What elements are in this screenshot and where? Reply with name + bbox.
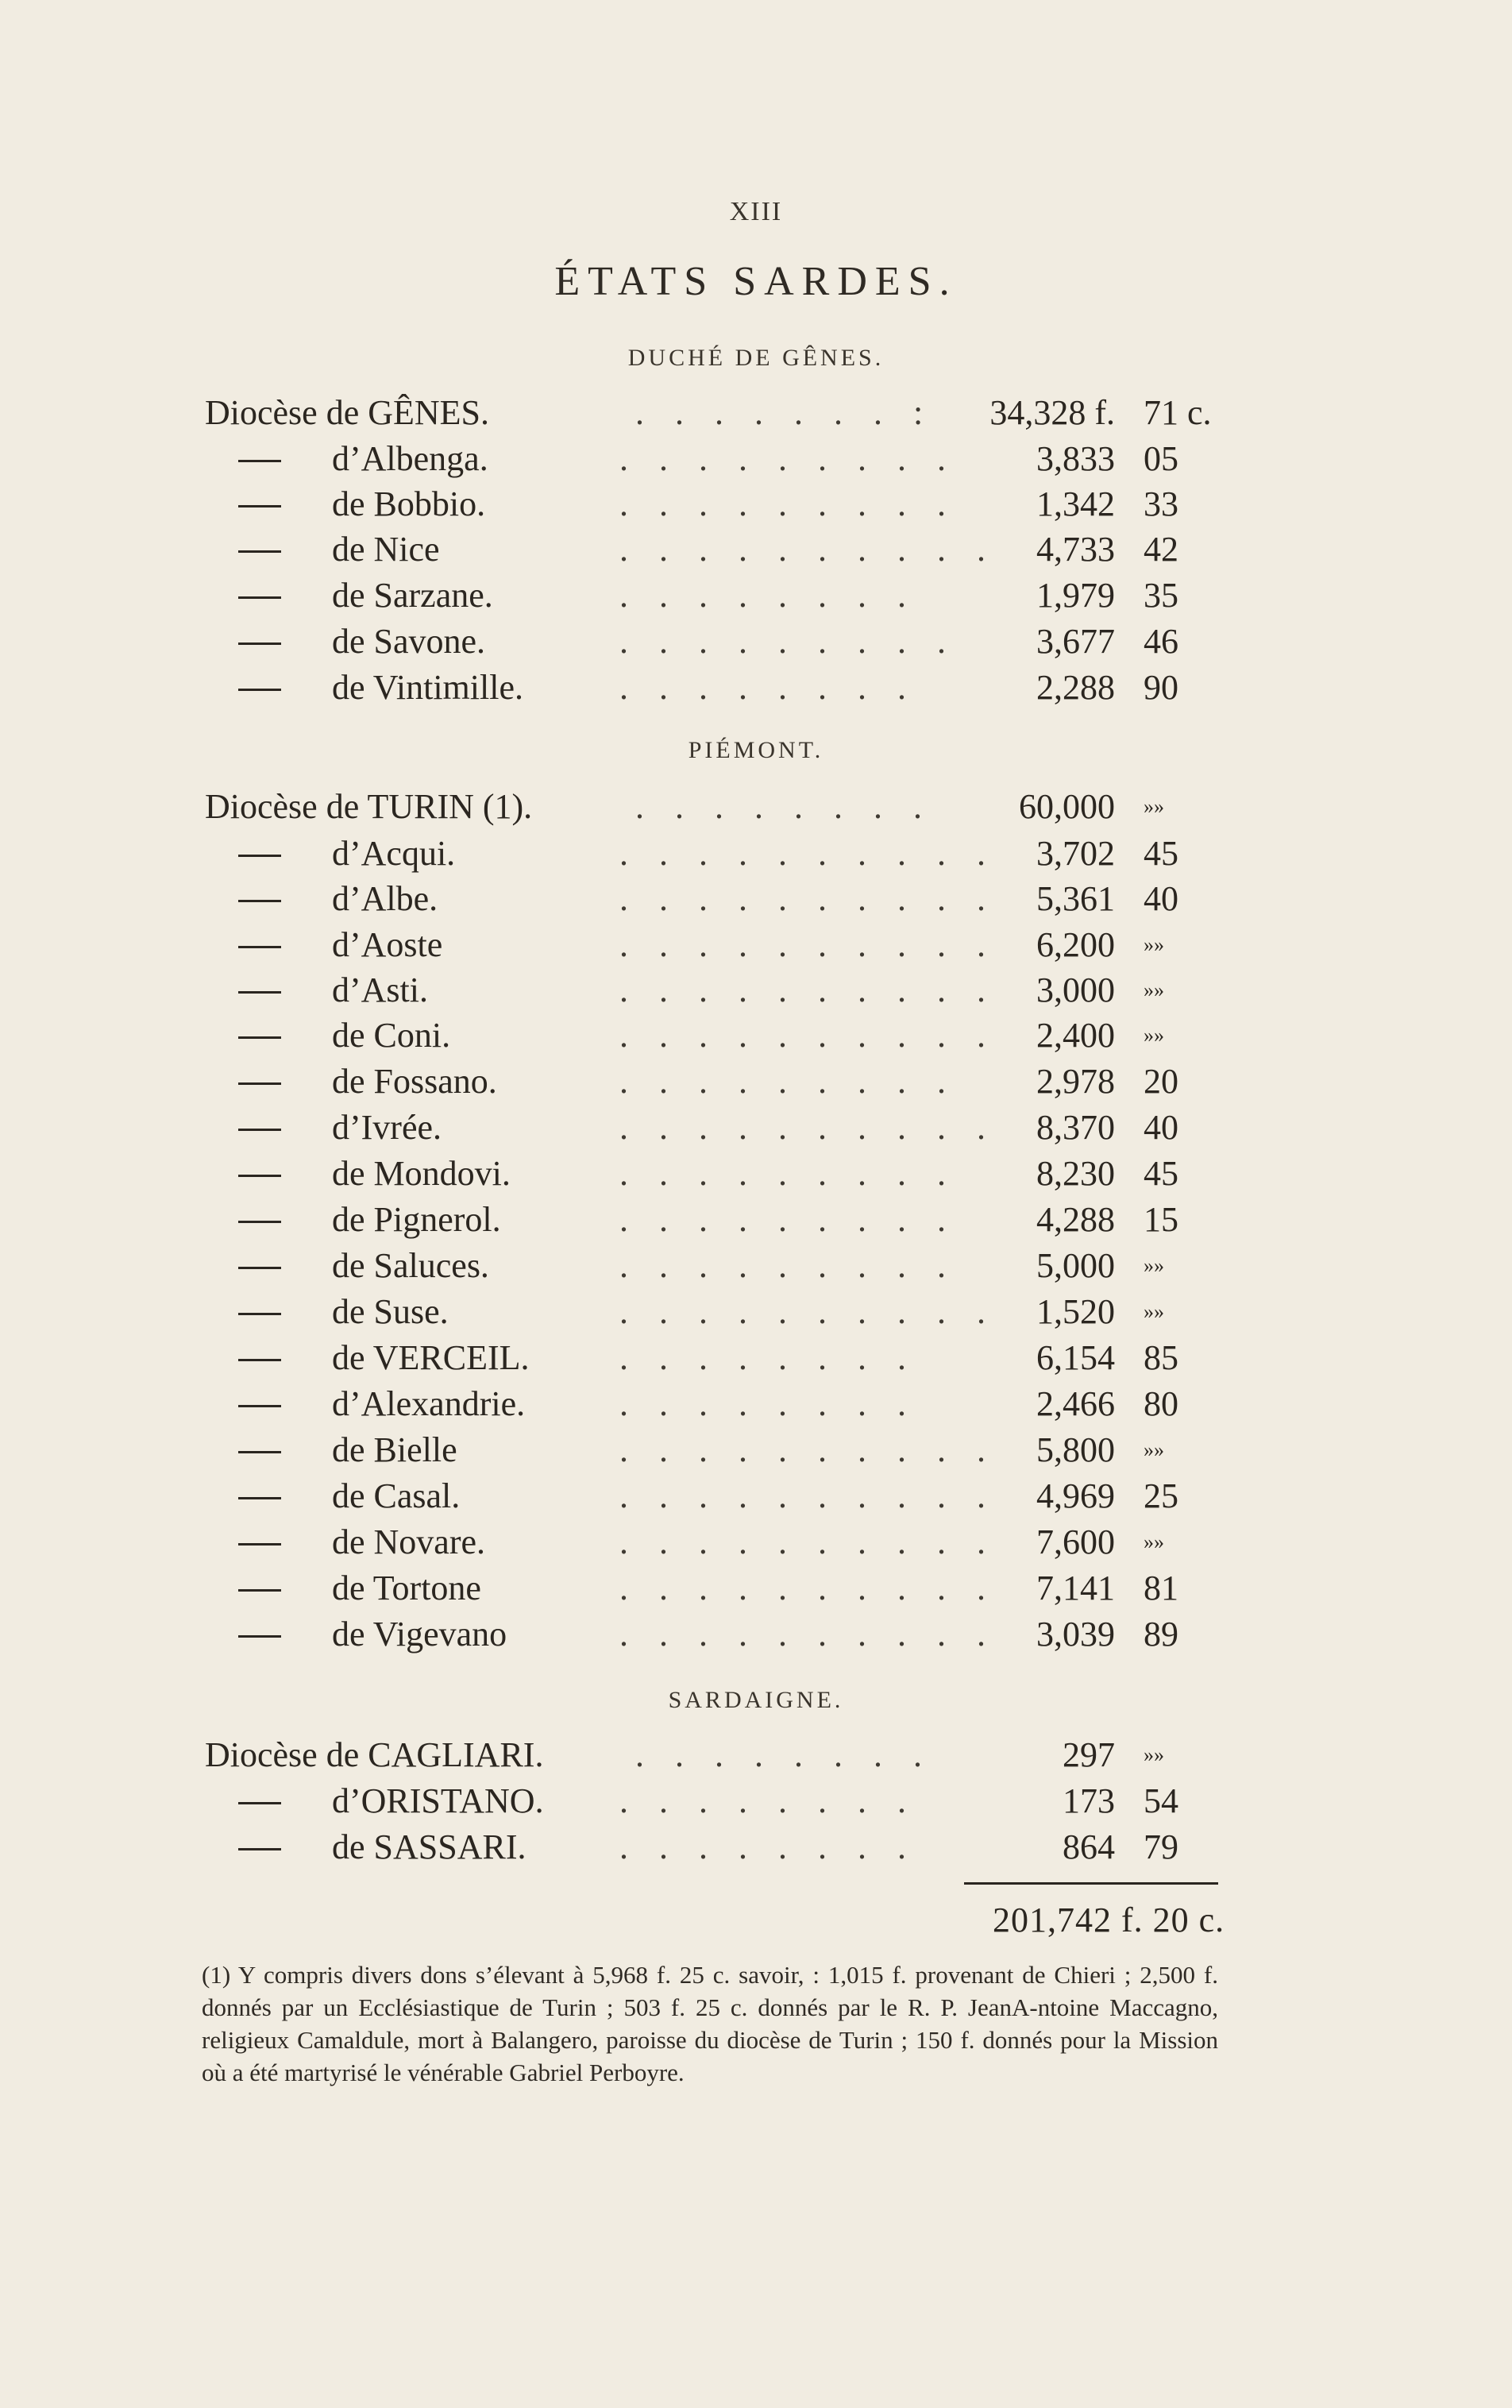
table-row: [0, 437, 1512, 481]
footnote-text: (1) Y compris divers dons s’élevant à 5,968 f. 25 c. savoir, : 1,015 f. provenant de Chieri ; 2,500 f. donnés par un Ecclésiastique de Turin ; 503 f. 25 c. donnés par le R. P. JeanA-ntoine Maccagno, religieux Camaldule, mort à Balangero, paroisse du diocèse de Turin ; 150 f. donnés pour la Mission où a été martyrisé le vénérable Gabriel Perboyre.: [202, 1961, 1218, 2086]
leader-dots: . . . . . . . . . .: [619, 530, 997, 569]
diocese-label: d’Asti.: [332, 971, 428, 1009]
diocese-label: Diocèse de TURIN (1).: [205, 787, 533, 826]
table-row: [0, 1733, 1512, 1777]
amount-francs: 297: [1063, 1735, 1115, 1774]
amount-francs: 2,466: [1036, 1384, 1115, 1423]
leader-dots: . . . . . . . . .: [619, 484, 957, 523]
leader-dots: . . . . . . . . . .: [619, 879, 997, 918]
amount-francs: 2,978: [1036, 1062, 1115, 1101]
section-heading: SARDAIGNE.: [668, 1687, 844, 1713]
amount-centimes: 35: [1144, 576, 1178, 615]
amount-francs: 5,800: [1036, 1430, 1115, 1469]
diocese-label: d’Acqui.: [332, 834, 456, 873]
amount-francs: 7,141: [1036, 1569, 1115, 1607]
amount-centimes: 85: [1144, 1338, 1178, 1377]
diocese-label: d’Aoste: [332, 925, 443, 964]
ditto-dash: [238, 550, 281, 553]
diocese-label: de Fossano.: [332, 1062, 497, 1101]
ditto-dash: [238, 1497, 281, 1499]
amount-centimes: 45: [1144, 834, 1178, 873]
ditto-dash: [238, 1589, 281, 1592]
amount-centimes: 40: [1144, 1108, 1178, 1147]
leader-dots: . . . . . . . .: [619, 1781, 917, 1820]
leader-dots: . . . . . . . .: [619, 576, 917, 615]
table-row: [0, 527, 1512, 572]
diocese-label: de Saluces.: [332, 1246, 489, 1285]
leader-dots: . . . . . . . . .: [619, 622, 957, 661]
diocese-label: d’Albenga.: [332, 439, 488, 478]
amount-francs: 864: [1063, 1827, 1115, 1866]
amount-francs: 3,833: [1036, 439, 1115, 478]
amount-centimes: 45: [1144, 1154, 1178, 1193]
amount-francs: 5,000: [1036, 1246, 1115, 1285]
table-row: [0, 1244, 1512, 1288]
ditto-dash: [238, 1082, 281, 1085]
diocese-label: de Coni.: [332, 1016, 451, 1055]
amount-francs: 60,000: [1019, 787, 1115, 826]
amount-centimes: »»: [1144, 1743, 1164, 1766]
amount-centimes: 05: [1144, 439, 1178, 478]
table-row: [0, 573, 1512, 618]
leader-dots: . . . . . . . . . .: [619, 1292, 997, 1331]
ditto-dash: [238, 900, 281, 902]
ditto-dash: [238, 1848, 281, 1850]
amount-centimes: 42: [1144, 530, 1178, 569]
table-row: [0, 968, 1512, 1013]
amount-francs: 6,200: [1036, 925, 1115, 964]
diocese-label: de Tortone: [332, 1569, 481, 1607]
diocese-label: de SASSARI.: [332, 1827, 526, 1866]
amount-francs: 4,733: [1036, 530, 1115, 569]
diocese-label: de Bielle: [332, 1430, 457, 1469]
ditto-dash: [238, 1267, 281, 1269]
diocese-label: de Savone.: [332, 622, 486, 661]
amount-centimes: »»: [1144, 933, 1164, 956]
amount-centimes: 90: [1144, 668, 1178, 707]
leader-dots: . . . . . . . . . .: [619, 1569, 997, 1607]
diocese-label: d’Alexandrie.: [332, 1384, 526, 1423]
amount-centimes: »»: [1144, 1024, 1164, 1047]
ditto-dash: [238, 1359, 281, 1361]
amount-centimes: 46: [1144, 622, 1178, 661]
leader-dots: . . . . . . . . . .: [619, 971, 997, 1009]
table-row: [0, 1106, 1512, 1150]
amount-francs: 1,520: [1036, 1292, 1115, 1331]
amount-centimes: 15: [1144, 1200, 1178, 1239]
leader-dots: . . . . . . . .: [635, 1735, 933, 1774]
leader-dots: . . . . . . . .: [619, 1338, 917, 1377]
amount-francs: 3,000: [1036, 971, 1115, 1009]
leader-dots: . . . . . . . .: [619, 1827, 917, 1866]
table-row: [0, 1290, 1512, 1334]
table-row: [0, 1059, 1512, 1104]
table-row: [0, 1566, 1512, 1611]
amount-francs: 2,288: [1036, 668, 1115, 707]
diocese-label: Diocèse de GÊNES.: [205, 393, 490, 432]
amount-francs: 1,342: [1036, 484, 1115, 523]
ditto-dash: [238, 991, 281, 994]
ditto-dash: [238, 946, 281, 948]
leader-dots: . . . . . . . :: [635, 393, 935, 432]
section-heading: PIÉMONT.: [688, 737, 824, 763]
page-title: ÉTATS SARDES.: [554, 259, 958, 304]
ditto-dash: [238, 460, 281, 462]
leader-dots: . . . . . . . . . .: [619, 1016, 997, 1055]
amount-centimes: 54: [1144, 1781, 1178, 1820]
table-row: [0, 1612, 1512, 1657]
leader-dots: . . . . . . . .: [619, 668, 917, 707]
table-row: [0, 1152, 1512, 1196]
diocese-label: d’Ivrée.: [332, 1108, 442, 1147]
table-row: [0, 1428, 1512, 1472]
ditto-dash: [238, 1313, 281, 1315]
table-row: [0, 482, 1512, 527]
table-row: [0, 1336, 1512, 1380]
diocese-label: de Suse.: [332, 1292, 449, 1331]
leader-dots: . . . . . . . . .: [619, 439, 957, 478]
diocese-label: Diocèse de CAGLIARI.: [205, 1735, 544, 1774]
diocese-label: de Bobbio.: [332, 484, 486, 523]
amount-centimes: 40: [1144, 879, 1178, 918]
diocese-label: de Sarzane.: [332, 576, 493, 615]
ditto-dash: [238, 505, 281, 507]
amount-centimes: 89: [1144, 1615, 1178, 1654]
diocese-label: de Vigevano: [332, 1615, 507, 1654]
ditto-dash: [238, 643, 281, 645]
amount-centimes: »»: [1144, 1530, 1164, 1553]
table-row: [0, 1520, 1512, 1565]
ditto-dash: [238, 689, 281, 691]
leader-dots: . . . . . . . . . .: [619, 1430, 997, 1469]
leader-dots: . . . . . . . . .: [619, 1154, 957, 1193]
table-row: [0, 923, 1512, 967]
leader-dots: . . . . . . . . . .: [619, 925, 997, 964]
amount-centimes: »»: [1144, 795, 1164, 818]
leader-dots: . . . . . . . . . .: [619, 1522, 997, 1561]
amount-francs: 3,702: [1036, 834, 1115, 873]
footnote: [202, 1958, 1218, 2089]
ditto-dash: [238, 1451, 281, 1453]
leader-dots: . . . . . . . . .: [619, 1062, 957, 1101]
amount-francs: 5,361: [1036, 879, 1115, 918]
amount-francs: 4,288: [1036, 1200, 1115, 1239]
amount-centimes: »»: [1144, 1300, 1164, 1323]
table-row: [0, 1382, 1512, 1426]
diocese-label: d’Albe.: [332, 879, 438, 918]
amount-centimes: 79: [1144, 1827, 1178, 1866]
amount-centimes: »»: [1144, 1438, 1164, 1461]
table-row: [0, 1779, 1512, 1823]
amount-centimes: »»: [1144, 1254, 1164, 1277]
amount-francs: 6,154: [1036, 1338, 1115, 1377]
table-row: [0, 619, 1512, 664]
amount-francs: 173: [1063, 1781, 1115, 1820]
leader-dots: . . . . . . . . .: [619, 1200, 957, 1239]
table-row: [0, 1474, 1512, 1519]
amount-francs: 3,677: [1036, 622, 1115, 661]
table-row: [0, 1825, 1512, 1870]
section-heading: DUCHÉ DE GÊNES.: [627, 345, 885, 371]
diocese-label: d’ORISTANO.: [332, 1781, 544, 1820]
leader-dots: . . . . . . . .: [619, 1384, 917, 1423]
amount-centimes: 80: [1144, 1384, 1178, 1423]
table-row: [0, 666, 1512, 710]
ditto-dash: [238, 1175, 281, 1177]
leader-dots: . . . . . . . . . .: [619, 1615, 997, 1654]
diocese-label: de Casal.: [332, 1476, 461, 1515]
amount-francs: 4,969: [1036, 1476, 1115, 1515]
total-rule: [964, 1882, 1218, 1885]
table-row: [0, 1013, 1512, 1058]
page-number: XIII: [729, 197, 783, 226]
amount-francs: 3,039: [1036, 1615, 1115, 1654]
table-row: [0, 832, 1512, 876]
ditto-dash: [238, 1129, 281, 1131]
amount-centimes: 25: [1144, 1476, 1178, 1515]
ditto-dash: [238, 1543, 281, 1546]
grand-total: 201,742 f. 20 c.: [993, 1901, 1225, 1939]
amount-francs: 1,979: [1036, 576, 1115, 615]
diocese-label: de Mondovi.: [332, 1154, 511, 1193]
ditto-dash: [238, 596, 281, 599]
table-row: [0, 391, 1512, 435]
leader-dots: . . . . . . . .: [635, 787, 933, 826]
table-row: [0, 785, 1512, 829]
leader-dots: . . . . . . . . .: [619, 1246, 957, 1285]
ditto-dash: [238, 1405, 281, 1407]
leader-dots: . . . . . . . . . .: [619, 1476, 997, 1515]
amount-francs: 2,400: [1036, 1016, 1115, 1055]
amount-francs: 8,230: [1036, 1154, 1115, 1193]
amount-francs: 7,600: [1036, 1522, 1115, 1561]
table-row: [0, 877, 1512, 921]
ditto-dash: [238, 1221, 281, 1223]
ditto-dash: [238, 1036, 281, 1039]
amount-centimes: »»: [1144, 978, 1164, 1001]
leader-dots: . . . . . . . . . .: [619, 1108, 997, 1147]
diocese-label: de Vintimille.: [332, 668, 523, 707]
diocese-label: de VERCEIL.: [332, 1338, 530, 1377]
diocese-label: de Pignerol.: [332, 1200, 501, 1239]
diocese-label: de Novare.: [332, 1522, 486, 1561]
ditto-dash: [238, 855, 281, 857]
amount-centimes: 71 c.: [1144, 393, 1212, 432]
amount-centimes: 33: [1144, 484, 1178, 523]
amount-francs: 34,328 f.: [989, 393, 1115, 432]
amount-centimes: 20: [1144, 1062, 1178, 1101]
leader-dots: . . . . . . . . . .: [619, 834, 997, 873]
diocese-label: de Nice: [332, 530, 440, 569]
ditto-dash: [238, 1802, 281, 1804]
amount-francs: 8,370: [1036, 1108, 1115, 1147]
amount-centimes: 81: [1144, 1569, 1178, 1607]
table-row: [0, 1198, 1512, 1242]
ditto-dash: [238, 1635, 281, 1638]
